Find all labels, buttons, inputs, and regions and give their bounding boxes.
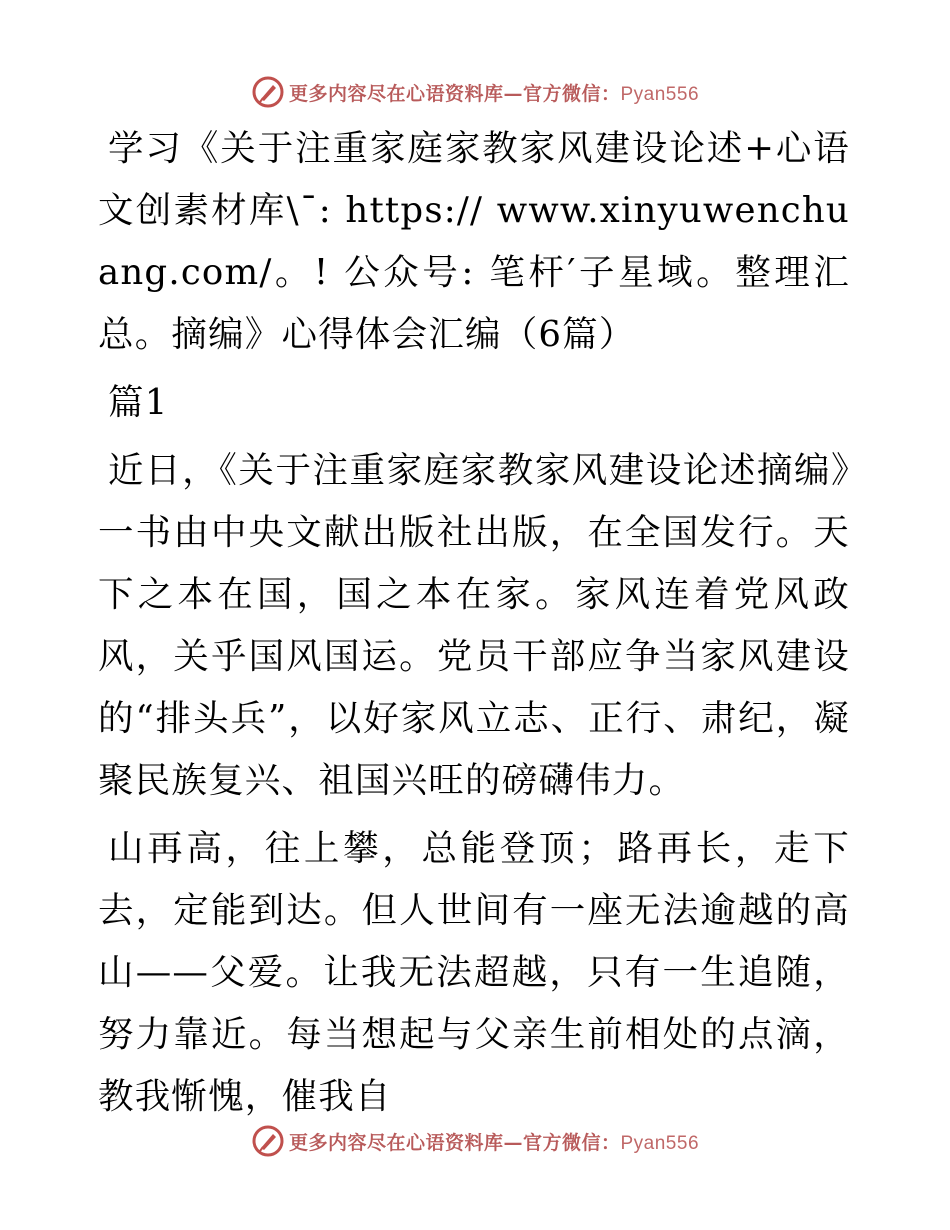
quill-logo-icon — [251, 75, 285, 109]
banner-text: 更多内容尽在心语资料库—官方微信：Pyan556 — [288, 82, 700, 105]
section-label: 篇1 — [108, 382, 169, 423]
document-title: 学习《关于注重家庭家教家风建设论述+心语文创素材库\¯: https:// www.xinyuwenchuang.com/。! 公众号: 笔杆′子星域。整理汇总。摘编》心得体会汇编（6篇） — [98, 128, 850, 355]
document-body — [98, 118, 850, 1134]
quill-logo-icon — [251, 1124, 285, 1158]
footer-watermark-banner — [0, 1121, 950, 1161]
banner-text: 更多内容尽在心语资料库—官方微信：Pyan556 — [288, 1131, 700, 1154]
wechat-id: Pyan556 — [620, 83, 700, 105]
header-watermark-banner — [0, 72, 950, 112]
paragraph-1: 近日，《关于注重家庭家教家风建设论述摘编》一书由中央文献出版社出版，在全国发行。天下之本在国，国之本在家。家风连着党风政风，关乎国风国运。党员干部应争当家风建设的“排头兵”，以好家风立志、正行、肃纪，凝聚民族复兴、祖国兴旺的磅礴伟力。 — [98, 450, 850, 801]
wechat-id: Pyan556 — [620, 1132, 700, 1154]
paragraph-2: 山再高，往上攀，总能登顶；路再长，走下去，定能到达。但人世间有一座无法逾越的高山——父爱。让我无法超越，只有一生追随，努力靠近。每当想起与父亲生前相处的点滴，教我惭愧，催我自 — [98, 828, 850, 1117]
